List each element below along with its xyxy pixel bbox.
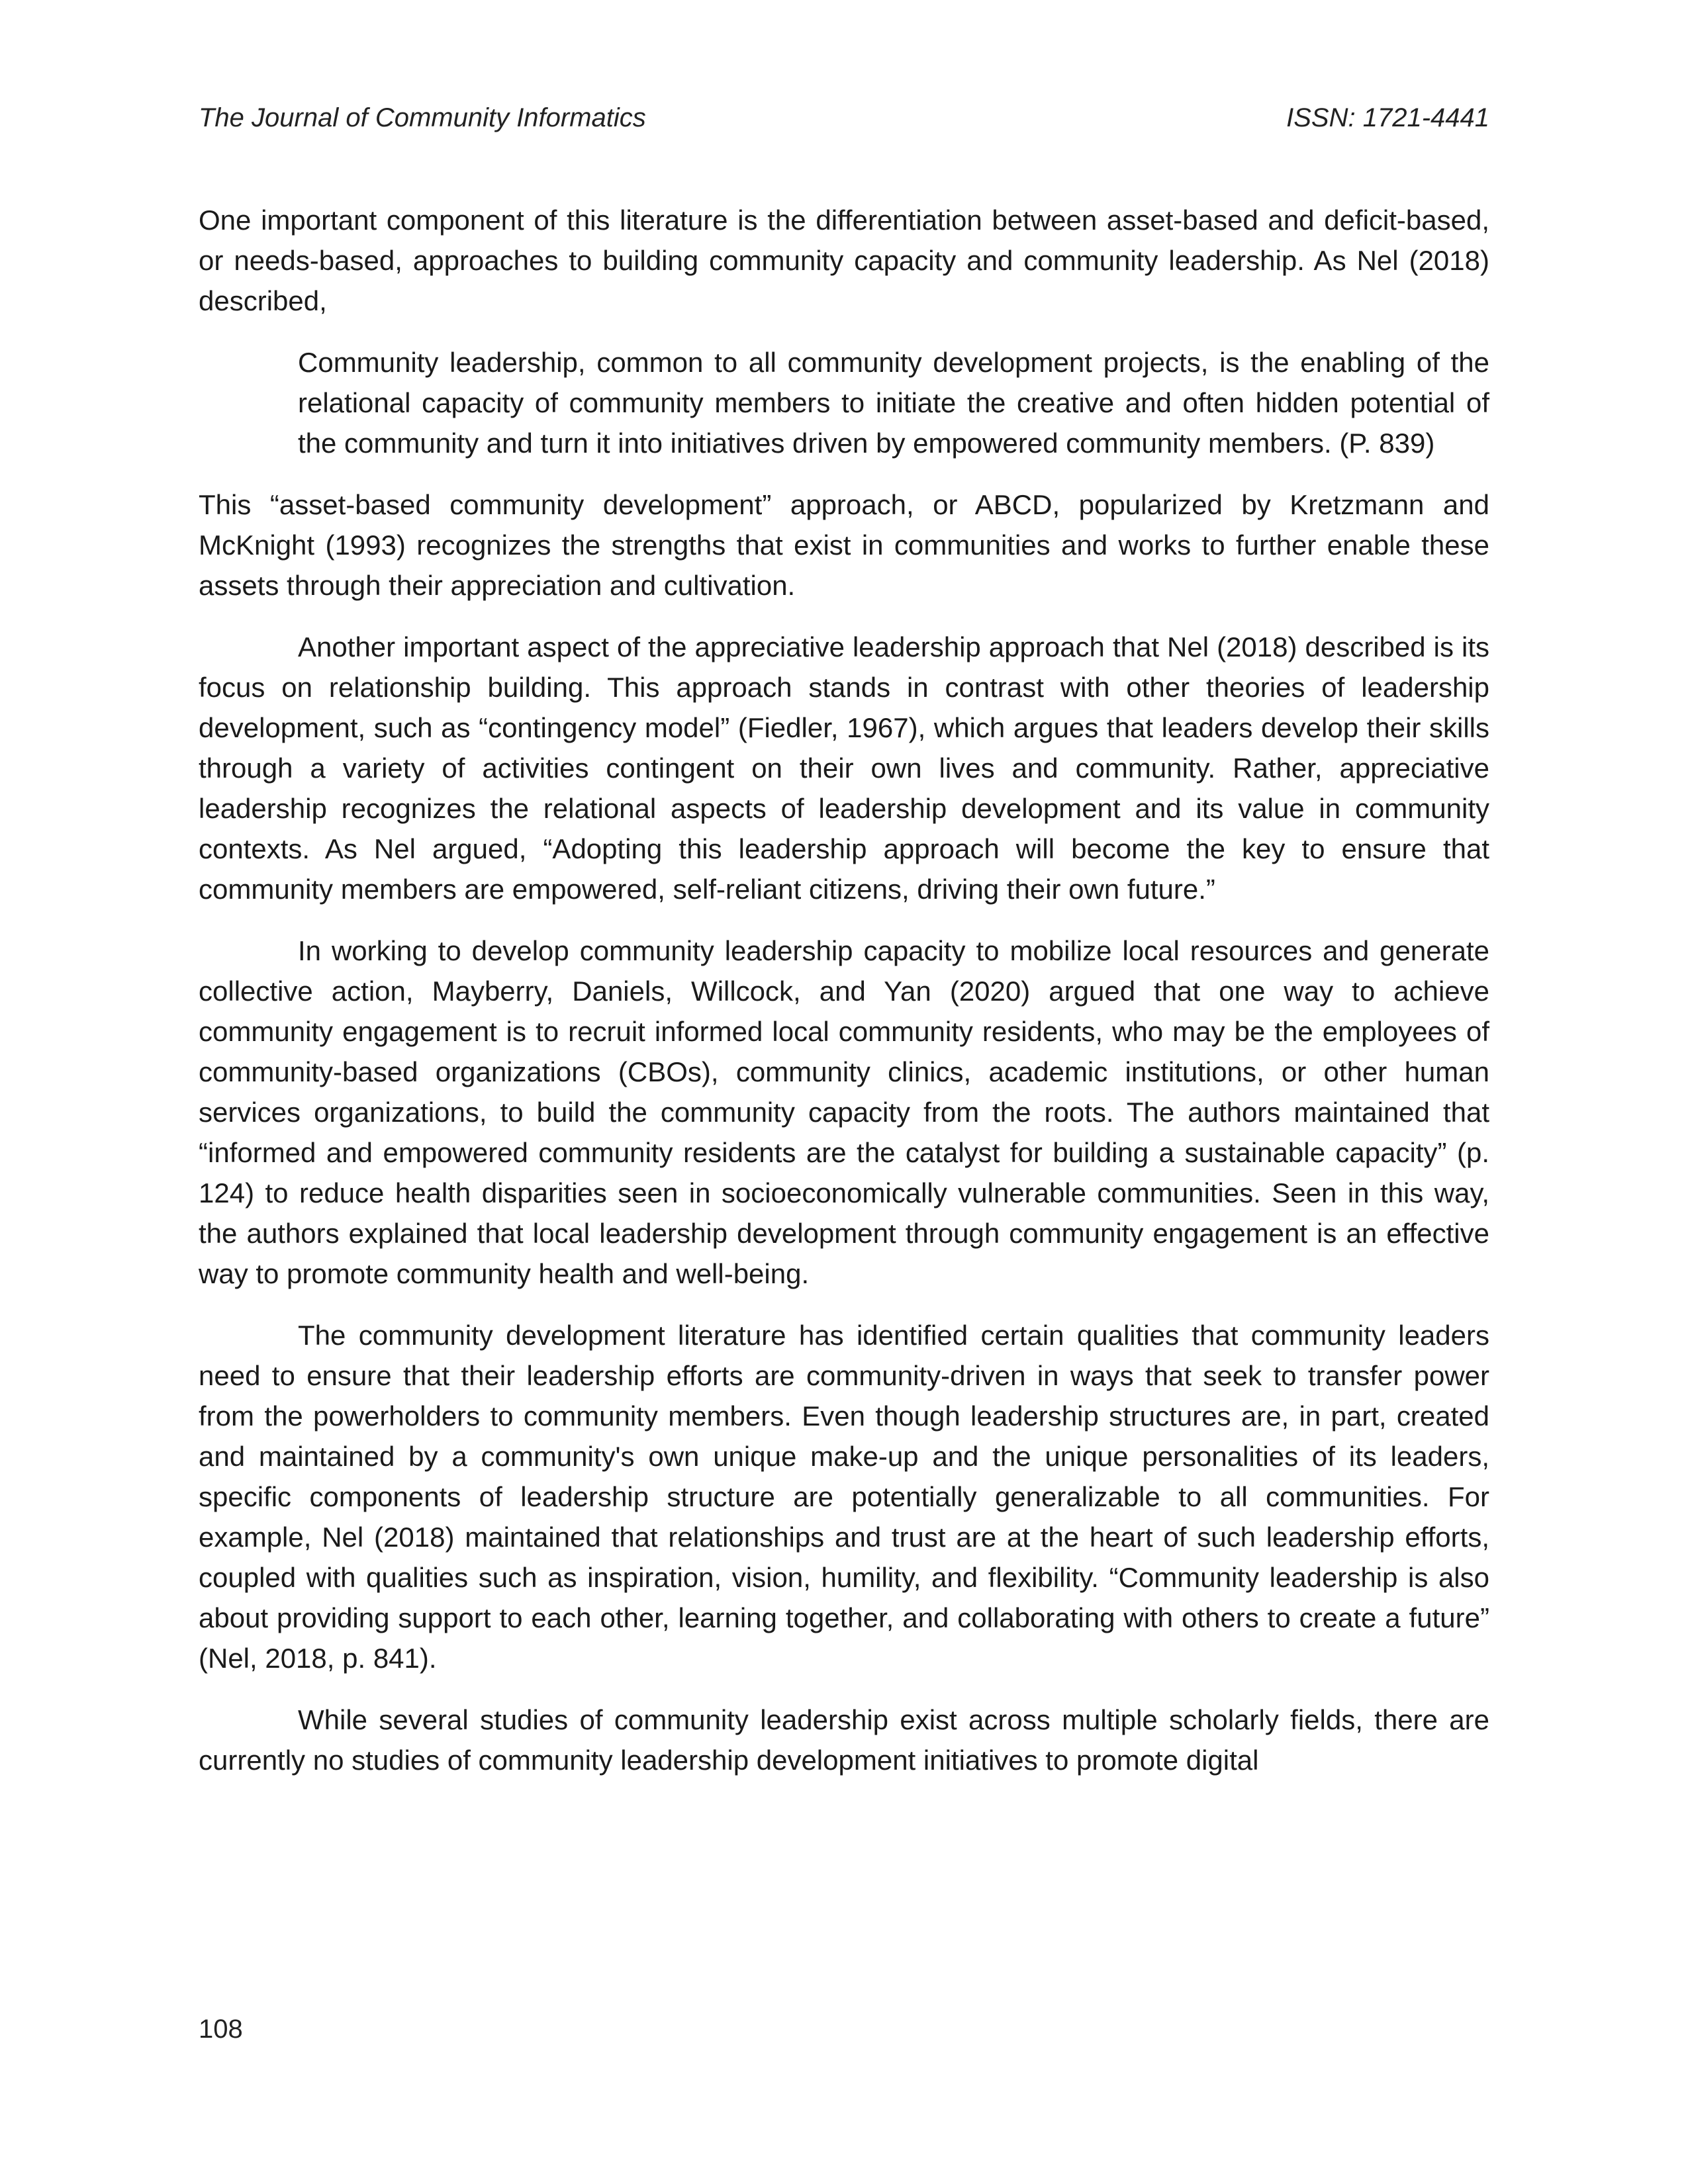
- paragraph-5: The community development literature has identified certain qualities that community leaders need to ensure that their leadership efforts are community-driven in ways that seek to transfer power from the powerholders to community members. Even though leadership structures are, in part, created and maintained by a community's own unique make-up and the unique personalities of its leaders, specific components of leadership structure are potentially generalizable to all communities. For example, Nel (2018) maintained that relationships and trust are at the heart of such leadership efforts, coupled with qualities such as inspiration, vision, humility, and flexibility. “Community leadership is also about providing support to each other, learning together, and collaborating with others to create a future” (Nel, 2018, p. 841).: [199, 1320, 1489, 1674]
- paragraph-2: This “asset-based community development” approach, or ABCD, popularized by Kretzmann and McKnight (1993) recognizes the strengths that exist in communities and works to further enable these assets through their appreciation and cultivation.: [199, 489, 1489, 601]
- journal-title: The Journal of Community Informatics: [199, 103, 646, 132]
- page-number: 108: [199, 2015, 243, 2044]
- paragraph-6: While several studies of community leadership exist across multiple scholarly fields, there are currently no studies of community leadership development initiatives to promote digital: [199, 1704, 1489, 1776]
- body-text: [199, 200, 1489, 1801]
- paragraph-1: One important component of this literature is the differentiation between asset-based and deficit-based, or needs-based, approaches to building community capacity and community leadership. As Nel (2018) described,: [199, 205, 1489, 316]
- issn-label: ISSN: 1721-4441: [1286, 103, 1489, 132]
- block-quote: Community leadership, common to all community development projects, is the enabling of the relational capacity of community members to initiate the creative and often hidden potential of the community and turn it into initiatives driven by empowered community members. (P. 839): [298, 347, 1489, 459]
- paragraph-3: Another important aspect of the appreciative leadership approach that Nel (2018) described is its focus on relationship building. This approach stands in contrast with other theories of leadership development, such as “contingency model” (Fiedler, 1967), which argues that leaders develop their skills through a variety of activities contingent on their own lives and community. Rather, appreciative leadership recognizes the relational aspects of leadership development and its value in community contexts. As Nel argued, “Adopting this leadership approach will become the key to ensure that community members are empowered, self-reliant citizens, driving their own future.”: [199, 631, 1489, 905]
- paragraph-4: In working to develop community leadership capacity to mobilize local resources and generate collective action, Mayberry, Daniels, Willcock, and Yan (2020) argued that one way to achieve community engagement is to recruit informed local community residents, who may be the employees of community-based organizations (CBOs), community clinics, academic institutions, or other human services organizations, to build the community capacity from the roots. The authors maintained that “informed and empowered community residents are the catalyst for building a sustainable capacity” (p. 124) to reduce health disparities seen in socioeconomically vulnerable communities. Seen in this way, the authors explained that local leadership development through community engagement is an effective way to promote community health and well-being.: [199, 935, 1489, 1289]
- running-header: [199, 101, 1489, 135]
